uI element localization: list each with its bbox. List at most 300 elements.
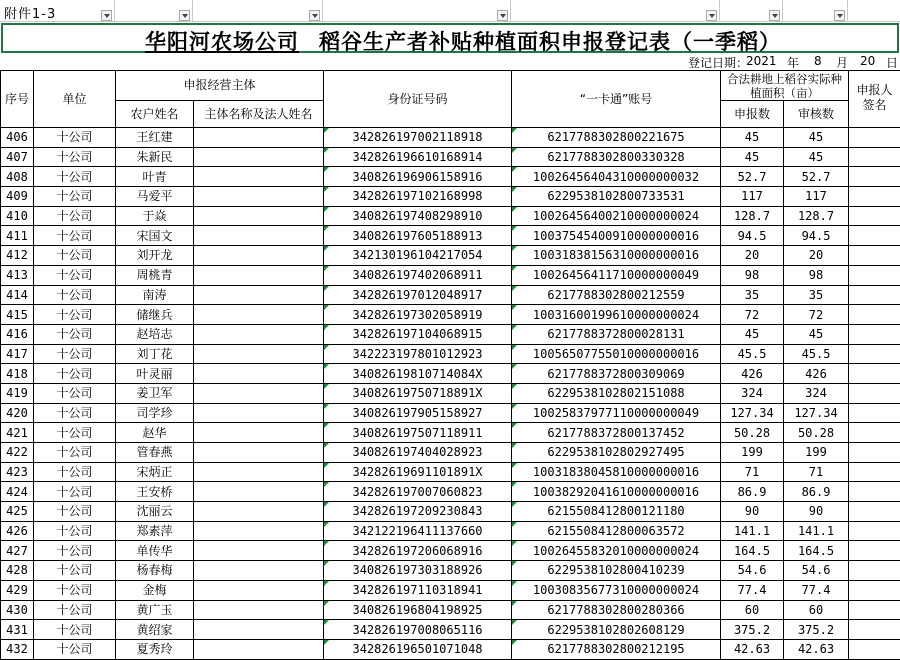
cell-signature[interactable] [849,187,900,207]
cell-approved[interactable]: 72 [784,305,849,325]
cell-approved[interactable]: 71 [784,462,849,482]
cell-entity-name[interactable] [194,423,324,443]
cell-approved[interactable]: 52.7 [784,167,849,187]
cell-approved[interactable]: 199 [784,443,849,463]
table-row [1,324,900,344]
cell-entity-name[interactable] [194,620,324,640]
cell-declared[interactable]: 94.5 [721,226,784,246]
cell-unit[interactable]: 十公司 [34,443,116,463]
table-row [1,443,900,463]
cell-signature[interactable] [849,580,900,600]
cell-signature[interactable] [849,502,900,522]
header-entity-group[interactable]: 申报经营主体 [116,71,324,101]
cell-id-number[interactable]: 34282619691101891X [324,462,512,482]
header-area-group[interactable]: 合法耕地上稻谷实际种植面积（亩） [721,71,849,101]
header-entity-name[interactable]: 主体名称及法人姓名 [194,101,324,128]
cell-id-number[interactable]: 342826197002118918 [324,128,512,148]
cell-id-number[interactable]: 342826196501071048 [324,639,512,659]
cell-farmer-name[interactable]: 宋国文 [116,226,194,246]
cell-approved[interactable]: 375.2 [784,620,849,640]
date-year: 2021 [746,54,777,68]
table-row [1,285,900,305]
table-row [1,246,900,266]
cell-unit[interactable]: 十公司 [34,502,116,522]
cell-id-number[interactable]: 340826197402068911 [324,265,512,285]
cell-unit[interactable]: 十公司 [34,147,116,167]
cell-entity-name[interactable] [194,344,324,364]
cell-card-account[interactable]: 6229538102802608129 [512,620,721,640]
cell-farmer-name[interactable]: 黄绍家 [116,620,194,640]
cell-farmer-name[interactable]: 宋炳正 [116,462,194,482]
cell-farmer-name[interactable]: 姜卫军 [116,383,194,403]
cell-id-number[interactable]: 342826196610168914 [324,147,512,167]
cell-approved[interactable]: 77.4 [784,580,849,600]
cell-card-account[interactable]: 6217788372800309069 [512,364,721,384]
cell-card-account[interactable]: 6229538102800410239 [512,561,721,581]
cell-seq[interactable]: 420 [1,403,34,423]
cell-signature[interactable] [849,383,900,403]
cell-entity-name[interactable] [194,639,324,659]
cell-approved[interactable]: 164.5 [784,541,849,561]
cell-id-number[interactable]: 342826197012048917 [324,285,512,305]
cell-seq[interactable]: 425 [1,502,34,522]
cell-signature[interactable] [849,541,900,561]
table-row [1,482,900,502]
cell-unit[interactable]: 十公司 [34,305,116,325]
cell-unit[interactable]: 十公司 [34,383,116,403]
cell-card-account[interactable]: 10026455832010000000024 [512,541,721,561]
cell-card-account[interactable]: 6229538102802927495 [512,443,721,463]
cell-id-number[interactable]: 340826197303188926 [324,561,512,581]
filter-dropdown-icon[interactable] [309,10,320,21]
date-day-unit: 日 [886,56,899,70]
cell-signature[interactable] [849,600,900,620]
cell-entity-name[interactable] [194,187,324,207]
table-row [1,383,900,403]
filter-dropdown-icon[interactable] [706,10,717,21]
cell-declared[interactable]: 60 [721,600,784,620]
table-row [1,147,900,167]
cell-approved[interactable]: 45 [784,128,849,148]
header-id-number[interactable]: 身份证号码 [324,71,512,128]
cell-seq[interactable]: 406 [1,128,34,148]
cell-card-account[interactable]: 6217788372800137452 [512,423,721,443]
cell-entity-name[interactable] [194,324,324,344]
cell-seq[interactable]: 429 [1,580,34,600]
cell-id-number[interactable]: 342826197104068915 [324,324,512,344]
cell-unit[interactable]: 十公司 [34,167,116,187]
cell-seq[interactable]: 426 [1,521,34,541]
filter-cell-id[interactable] [323,0,511,22]
filter-dropdown-icon[interactable] [179,10,190,21]
cell-unit[interactable]: 十公司 [34,226,116,246]
cell-entity-name[interactable] [194,443,324,463]
cell-seq[interactable]: 415 [1,305,34,325]
filter-cell-declared[interactable] [720,0,783,22]
cell-declared[interactable]: 35 [721,285,784,305]
cell-signature[interactable] [849,443,900,463]
cell-approved[interactable]: 426 [784,364,849,384]
cell-approved[interactable]: 127.34 [784,403,849,423]
cell-declared[interactable]: 426 [721,364,784,384]
cell-approved[interactable]: 98 [784,265,849,285]
cell-seq[interactable]: 412 [1,246,34,266]
cell-farmer-name[interactable]: 管春燕 [116,443,194,463]
cell-seq[interactable]: 423 [1,462,34,482]
cell-id-number[interactable]: 340826196906158916 [324,167,512,187]
cell-entity-name[interactable] [194,541,324,561]
cell-signature[interactable] [849,128,900,148]
cell-seq[interactable]: 408 [1,167,34,187]
cell-seq[interactable]: 411 [1,226,34,246]
cell-seq[interactable]: 430 [1,600,34,620]
filter-row [0,0,900,22]
cell-card-account[interactable]: 6217788302800212559 [512,285,721,305]
cell-signature[interactable] [849,423,900,443]
cell-signature[interactable] [849,364,900,384]
cell-entity-name[interactable] [194,285,324,305]
cell-declared[interactable]: 45 [721,324,784,344]
cell-farmer-name[interactable]: 单传华 [116,541,194,561]
cell-farmer-name[interactable]: 叶青 [116,167,194,187]
cell-farmer-name[interactable]: 司学珍 [116,403,194,423]
cell-id-number[interactable]: 342826197110318941 [324,580,512,600]
cell-card-account[interactable]: 10025837977110000000049 [512,403,721,423]
cell-unit[interactable]: 十公司 [34,265,116,285]
cell-declared[interactable]: 90 [721,502,784,522]
cell-farmer-name[interactable]: 王安桥 [116,482,194,502]
cell-farmer-name[interactable]: 杨春梅 [116,561,194,581]
cell-id-number[interactable]: 340826197905158927 [324,403,512,423]
cell-declared[interactable]: 375.2 [721,620,784,640]
cell-signature[interactable] [849,206,900,226]
cell-entity-name[interactable] [194,462,324,482]
cell-signature[interactable] [849,226,900,246]
cell-signature[interactable] [849,403,900,423]
cell-approved[interactable]: 324 [784,383,849,403]
filter-dropdown-icon[interactable] [101,10,112,21]
filter-dropdown-icon[interactable] [497,10,508,21]
cell-declared[interactable]: 54.6 [721,561,784,581]
cell-declared[interactable]: 117 [721,187,784,207]
table-row [1,620,900,640]
cell-entity-name[interactable] [194,403,324,423]
cell-signature[interactable] [849,324,900,344]
cell-unit[interactable]: 十公司 [34,187,116,207]
cell-seq[interactable]: 413 [1,265,34,285]
cell-card-account[interactable]: 10026456400210000000024 [512,206,721,226]
cell-signature[interactable] [849,462,900,482]
cell-signature[interactable] [849,620,900,640]
cell-seq[interactable]: 418 [1,364,34,384]
cell-id-number[interactable]: 342122196411137660 [324,521,512,541]
cell-unit[interactable]: 十公司 [34,600,116,620]
cell-seq[interactable]: 417 [1,344,34,364]
cell-card-account[interactable]: 10026456411710000000049 [512,265,721,285]
cell-entity-name[interactable] [194,561,324,581]
cell-id-number[interactable]: 342826197102168998 [324,187,512,207]
cell-signature[interactable] [849,561,900,581]
date-day: 20 [860,54,876,68]
cell-declared[interactable]: 42.63 [721,639,784,659]
selected-title-cell[interactable] [1,23,899,53]
header-approved[interactable]: 审核数 [784,101,849,128]
cell-signature[interactable] [849,147,900,167]
cell-approved[interactable]: 86.9 [784,482,849,502]
cell-entity-name[interactable] [194,383,324,403]
cell-farmer-name[interactable]: 周桃青 [116,265,194,285]
cell-signature[interactable] [849,482,900,502]
cell-seq[interactable]: 410 [1,206,34,226]
cell-entity-name[interactable] [194,147,324,167]
cell-unit[interactable]: 十公司 [34,521,116,541]
cell-signature[interactable] [849,344,900,364]
filter-cell-approved[interactable] [783,0,848,22]
cell-declared[interactable]: 45 [721,147,784,167]
date-label: 登记日期： [688,56,749,70]
header-seq[interactable]: 序号 [1,71,34,128]
cell-seq[interactable]: 428 [1,561,34,581]
cell-card-account[interactable]: 6215508412800121180 [512,502,721,522]
page-title [3,26,897,56]
cell-signature[interactable] [849,639,900,659]
cell-unit[interactable]: 十公司 [34,580,116,600]
cell-farmer-name[interactable]: 于焱 [116,206,194,226]
cell-declared[interactable]: 52.7 [721,167,784,187]
cell-signature[interactable] [849,305,900,325]
cell-id-number[interactable]: 34082619810714084X [324,364,512,384]
table-row [1,128,900,148]
cell-id-number[interactable]: 342826197008065116 [324,620,512,640]
cell-approved[interactable]: 50.28 [784,423,849,443]
table-row [1,561,900,581]
cell-declared[interactable]: 72 [721,305,784,325]
table-row [1,344,900,364]
cell-declared[interactable]: 45 [721,128,784,148]
table-row [1,600,900,620]
cell-card-account[interactable]: 10026456404310000000032 [512,167,721,187]
cell-declared[interactable]: 164.5 [721,541,784,561]
cell-card-account[interactable]: 10037545400910000000016 [512,226,721,246]
cell-seq[interactable]: 431 [1,620,34,640]
cell-declared[interactable]: 141.1 [721,521,784,541]
cell-unit[interactable]: 十公司 [34,206,116,226]
cell-signature[interactable] [849,246,900,266]
cell-unit[interactable]: 十公司 [34,364,116,384]
cell-id-number[interactable]: 342826197302058919 [324,305,512,325]
cell-seq[interactable]: 407 [1,147,34,167]
cell-farmer-name[interactable]: 刘丁花 [116,344,194,364]
cell-entity-name[interactable] [194,167,324,187]
filter-cell-entity[interactable] [193,0,323,22]
cell-farmer-name[interactable]: 夏秀玲 [116,639,194,659]
cell-unit[interactable]: 十公司 [34,541,116,561]
cell-farmer-name[interactable]: 王红建 [116,128,194,148]
cell-entity-name[interactable] [194,206,324,226]
cell-unit[interactable]: 十公司 [34,128,116,148]
cell-card-account[interactable]: 10031838045810000000016 [512,462,721,482]
cell-unit[interactable]: 十公司 [34,639,116,659]
registration-date [0,54,900,70]
filter-cell-name[interactable] [115,0,193,22]
cell-seq[interactable]: 419 [1,383,34,403]
filter-dropdown-icon[interactable] [769,10,780,21]
cell-id-number[interactable]: 34082619750718891X [324,383,512,403]
cell-approved[interactable]: 141.1 [784,521,849,541]
cell-card-account[interactable]: 6217788302800221675 [512,128,721,148]
cell-farmer-name[interactable]: 赵培志 [116,324,194,344]
cell-seq[interactable]: 422 [1,443,34,463]
cell-farmer-name[interactable]: 刘开龙 [116,246,194,266]
cell-id-number[interactable]: 340826197605188913 [324,226,512,246]
filter-cell-seq-unit[interactable] [0,0,115,22]
cell-declared[interactable]: 20 [721,246,784,266]
cell-declared[interactable]: 71 [721,462,784,482]
cell-declared[interactable]: 98 [721,265,784,285]
cell-id-number[interactable]: 340826197404028923 [324,443,512,463]
header-card-account[interactable]: “一卡通”账号 [512,71,721,128]
header-unit[interactable]: 单位 [34,71,116,128]
cell-farmer-name[interactable]: 朱新民 [116,147,194,167]
cell-approved[interactable]: 45 [784,147,849,167]
table-row [1,639,900,659]
cell-card-account[interactable]: 10031838156310000000016 [512,246,721,266]
cell-signature[interactable] [849,167,900,187]
cell-card-account[interactable]: 6229538102800733531 [512,187,721,207]
cell-entity-name[interactable] [194,364,324,384]
cell-card-account[interactable]: 10031600199610000000024 [512,305,721,325]
cell-card-account[interactable]: 6217788372800028131 [512,324,721,344]
cell-farmer-name[interactable]: 金梅 [116,580,194,600]
cell-unit[interactable]: 十公司 [34,423,116,443]
cell-unit[interactable]: 十公司 [34,482,116,502]
cell-seq[interactable]: 427 [1,541,34,561]
cell-declared[interactable]: 128.7 [721,206,784,226]
cell-declared[interactable]: 127.34 [721,403,784,423]
cell-unit[interactable]: 十公司 [34,285,116,305]
cell-approved[interactable]: 90 [784,502,849,522]
cell-entity-name[interactable] [194,226,324,246]
cell-card-account[interactable]: 6217788302800212195 [512,639,721,659]
cell-id-number[interactable]: 340826197507118911 [324,423,512,443]
cell-seq[interactable]: 414 [1,285,34,305]
filter-cell-signature[interactable] [848,0,900,22]
cell-signature[interactable] [849,285,900,305]
filter-dropdown-icon[interactable] [834,10,845,21]
attachment-label: 附件1-3 [4,7,57,22]
cell-entity-name[interactable] [194,502,324,522]
cell-entity-name[interactable] [194,246,324,266]
cell-id-number[interactable]: 340826196804198925 [324,600,512,620]
cell-id-number[interactable]: 342826197209230843 [324,502,512,522]
cell-id-number[interactable]: 342826197206068916 [324,541,512,561]
cell-unit[interactable]: 十公司 [34,462,116,482]
cell-signature[interactable] [849,521,900,541]
cell-farmer-name[interactable]: 黄广玉 [116,600,194,620]
cell-farmer-name[interactable]: 沈丽云 [116,502,194,522]
table-row [1,187,900,207]
cell-approved[interactable]: 117 [784,187,849,207]
cell-id-number[interactable]: 342130196104217054 [324,246,512,266]
cell-entity-name[interactable] [194,305,324,325]
cell-signature[interactable] [849,265,900,285]
cell-declared[interactable]: 324 [721,383,784,403]
cell-unit[interactable]: 十公司 [34,620,116,640]
cell-approved[interactable]: 42.63 [784,639,849,659]
cell-card-account[interactable]: 6215508412800063572 [512,521,721,541]
cell-entity-name[interactable] [194,482,324,502]
table-row [1,521,900,541]
cell-approved[interactable]: 35 [784,285,849,305]
cell-card-account[interactable]: 10056507755010000000016 [512,344,721,364]
cell-card-account[interactable]: 6217788302800330328 [512,147,721,167]
cell-farmer-name[interactable]: 郑素萍 [116,521,194,541]
cell-declared[interactable]: 50.28 [721,423,784,443]
cell-approved[interactable]: 128.7 [784,206,849,226]
cell-unit[interactable]: 十公司 [34,561,116,581]
cell-farmer-name[interactable]: 叶灵丽 [116,364,194,384]
header-farmer-name[interactable]: 农户姓名 [116,101,194,128]
table-row [1,462,900,482]
cell-id-number[interactable]: 340826197408298910 [324,206,512,226]
header-signature[interactable]: 申报人签名 [849,71,900,128]
cell-farmer-name[interactable]: 赵华 [116,423,194,443]
table-body [1,128,900,660]
cell-approved[interactable]: 45.5 [784,344,849,364]
cell-seq[interactable]: 409 [1,187,34,207]
cell-card-account[interactable]: 10038292041610000000016 [512,482,721,502]
cell-seq[interactable]: 421 [1,423,34,443]
cell-entity-name[interactable] [194,580,324,600]
title-company: 华阳河农场公司 [145,30,299,54]
cell-declared[interactable]: 199 [721,443,784,463]
cell-declared[interactable]: 77.4 [721,580,784,600]
cell-approved[interactable]: 20 [784,246,849,266]
cell-farmer-name[interactable]: 马爱平 [116,187,194,207]
table-row [1,167,900,187]
cell-farmer-name[interactable]: 储继兵 [116,305,194,325]
cell-entity-name[interactable] [194,128,324,148]
cell-id-number[interactable]: 342223197801012923 [324,344,512,364]
cell-card-account[interactable]: 6229538102802151088 [512,383,721,403]
cell-card-account[interactable]: 6217788302800280366 [512,600,721,620]
cell-unit[interactable]: 十公司 [34,324,116,344]
cell-id-number[interactable]: 342826197007060823 [324,482,512,502]
date-month: 8 [814,54,822,68]
table-row [1,403,900,423]
cell-unit[interactable]: 十公司 [34,403,116,423]
filter-cell-account[interactable] [511,0,720,22]
cell-farmer-name[interactable]: 南涛 [116,285,194,305]
cell-card-account[interactable]: 10030835677310000000024 [512,580,721,600]
cell-declared[interactable]: 45.5 [721,344,784,364]
cell-unit[interactable]: 十公司 [34,344,116,364]
header-declared[interactable]: 申报数 [721,101,784,128]
cell-entity-name[interactable] [194,521,324,541]
cell-entity-name[interactable] [194,265,324,285]
cell-approved[interactable]: 60 [784,600,849,620]
cell-approved[interactable]: 94.5 [784,226,849,246]
cell-approved[interactable]: 54.6 [784,561,849,581]
subsidy-table [0,70,900,660]
cell-seq[interactable]: 424 [1,482,34,502]
cell-entity-name[interactable] [194,600,324,620]
cell-unit[interactable]: 十公司 [34,246,116,266]
cell-declared[interactable]: 86.9 [721,482,784,502]
cell-approved[interactable]: 45 [784,324,849,344]
cell-seq[interactable]: 432 [1,639,34,659]
cell-seq[interactable]: 416 [1,324,34,344]
